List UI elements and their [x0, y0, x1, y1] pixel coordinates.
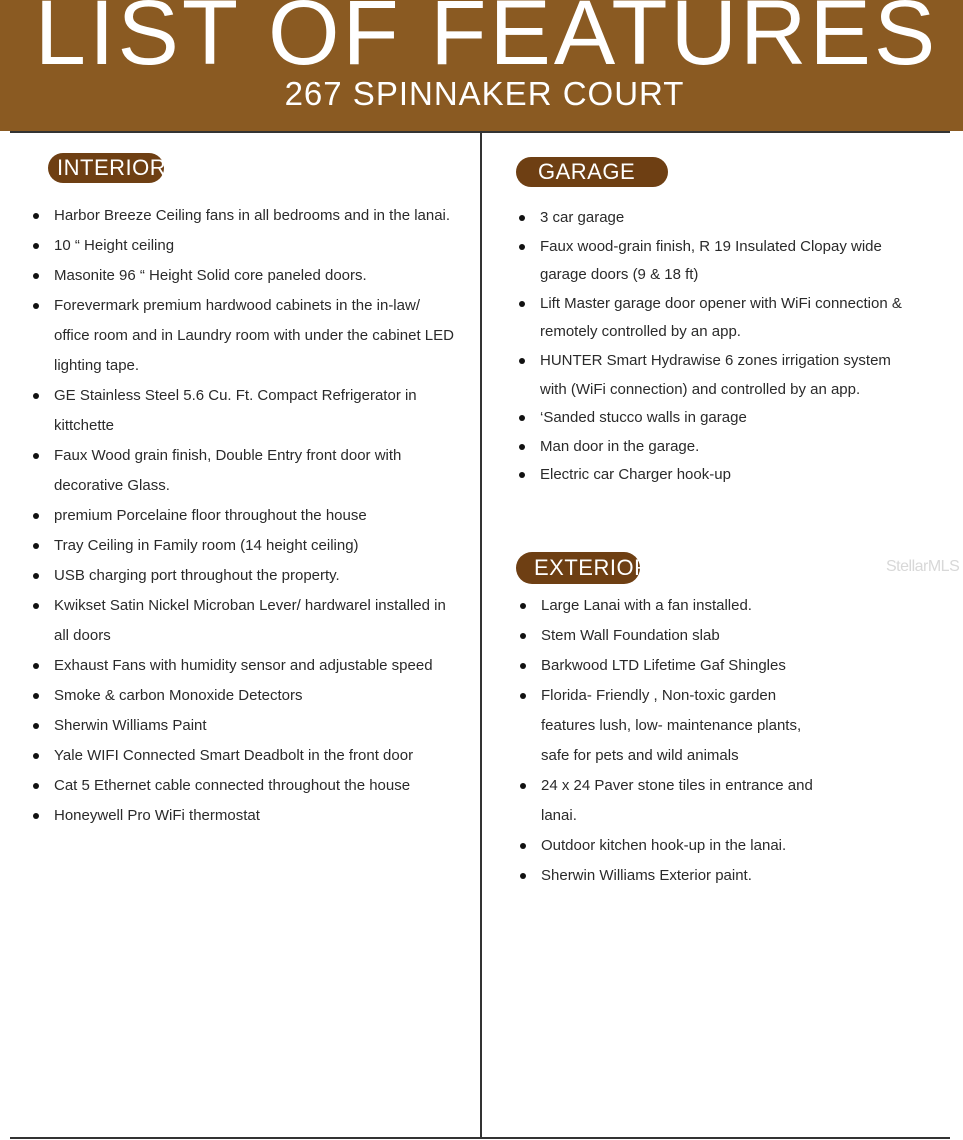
column-divider — [480, 131, 482, 1139]
list-item: Florida- Friendly , Non-toxic garden features lush, low- maintenance plants, safe for pets and wild animals — [541, 681, 831, 771]
list-item: Man door in the garage. — [540, 433, 920, 462]
list-item: Faux Wood grain finish, Double Entry front door with decorative Glass. — [54, 441, 454, 501]
list-item: HUNTER Smart Hydrawise 6 zones irrigation system with (WiFi connection) and controlled by an app. — [540, 347, 920, 404]
garage-heading: GARAGE — [516, 157, 668, 187]
property-address: 267 SPINNAKER COURT — [284, 75, 685, 112]
list-item: GE Stainless Steel 5.6 Cu. Ft. Compact Refrigerator in kittchette — [54, 381, 454, 441]
list-item: Masonite 96 “ Height Solid core paneled doors. — [54, 261, 454, 291]
list-item: premium Porcelaine floor throughout the house — [54, 501, 454, 531]
list-item: Faux wood-grain finish, R 19 Insulated Clopay wide garage doors (9 & 18 ft) — [540, 233, 920, 290]
list-item: Electric car Charger hook-up — [540, 461, 920, 490]
list-item: Barkwood LTD Lifetime Gaf Shingles — [541, 651, 831, 681]
list-item: Tray Ceiling in Family room (14 height ceiling) — [54, 531, 454, 561]
bottom-rule — [10, 1137, 950, 1139]
interior-feature-list — [54, 201, 454, 831]
interior-heading: INTERIOR — [48, 153, 164, 183]
list-item: Large Lanai with a fan installed. — [541, 591, 831, 621]
list-item: Sherwin Williams Exterior paint. — [541, 861, 831, 891]
exterior-feature-list — [541, 591, 831, 891]
page-title: LIST OF FEATURES — [34, 0, 939, 84]
list-item: Lift Master garage door opener with WiFi connection & remotely controlled by an app. — [540, 290, 920, 347]
list-item: Sherwin Williams Paint — [54, 711, 454, 741]
list-item: Smoke & carbon Monoxide Detectors — [54, 681, 454, 711]
list-item: ‘Sanded stucco walls in garage — [540, 404, 920, 433]
stellar-mls-watermark: StellarMLS — [886, 558, 960, 575]
exterior-heading: EXTERIOR — [516, 552, 640, 584]
list-item: Yale WIFI Connected Smart Deadbolt in the front door — [54, 741, 454, 771]
list-item: Forevermark premium hardwood cabinets in the in-law/ office room and in Laundry room with under the cabinet LED lighting tape. — [54, 291, 454, 381]
list-item: Cat 5 Ethernet cable connected throughout the house — [54, 771, 454, 801]
list-item: Harbor Breeze Ceiling fans in all bedrooms and in the lanai. — [54, 201, 454, 231]
list-item: USB charging port throughout the property. — [54, 561, 454, 591]
list-item: Honeywell Pro WiFi thermostat — [54, 801, 454, 831]
garage-feature-list — [540, 204, 920, 490]
list-item: Stem Wall Foundation slab — [541, 621, 831, 651]
list-item: Exhaust Fans with humidity sensor and adjustable speed — [54, 651, 454, 681]
list-item: 3 car garage — [540, 204, 920, 233]
list-item: 24 x 24 Paver stone tiles in entrance and lanai. — [541, 771, 831, 831]
list-item: Kwikset Satin Nickel Microban Lever/ hardwarel installed in all doors — [54, 591, 454, 651]
list-item: 10 “ Height ceiling — [54, 231, 454, 261]
page-header — [0, 0, 963, 131]
list-item: Outdoor kitchen hook-up in the lanai. — [541, 831, 831, 861]
